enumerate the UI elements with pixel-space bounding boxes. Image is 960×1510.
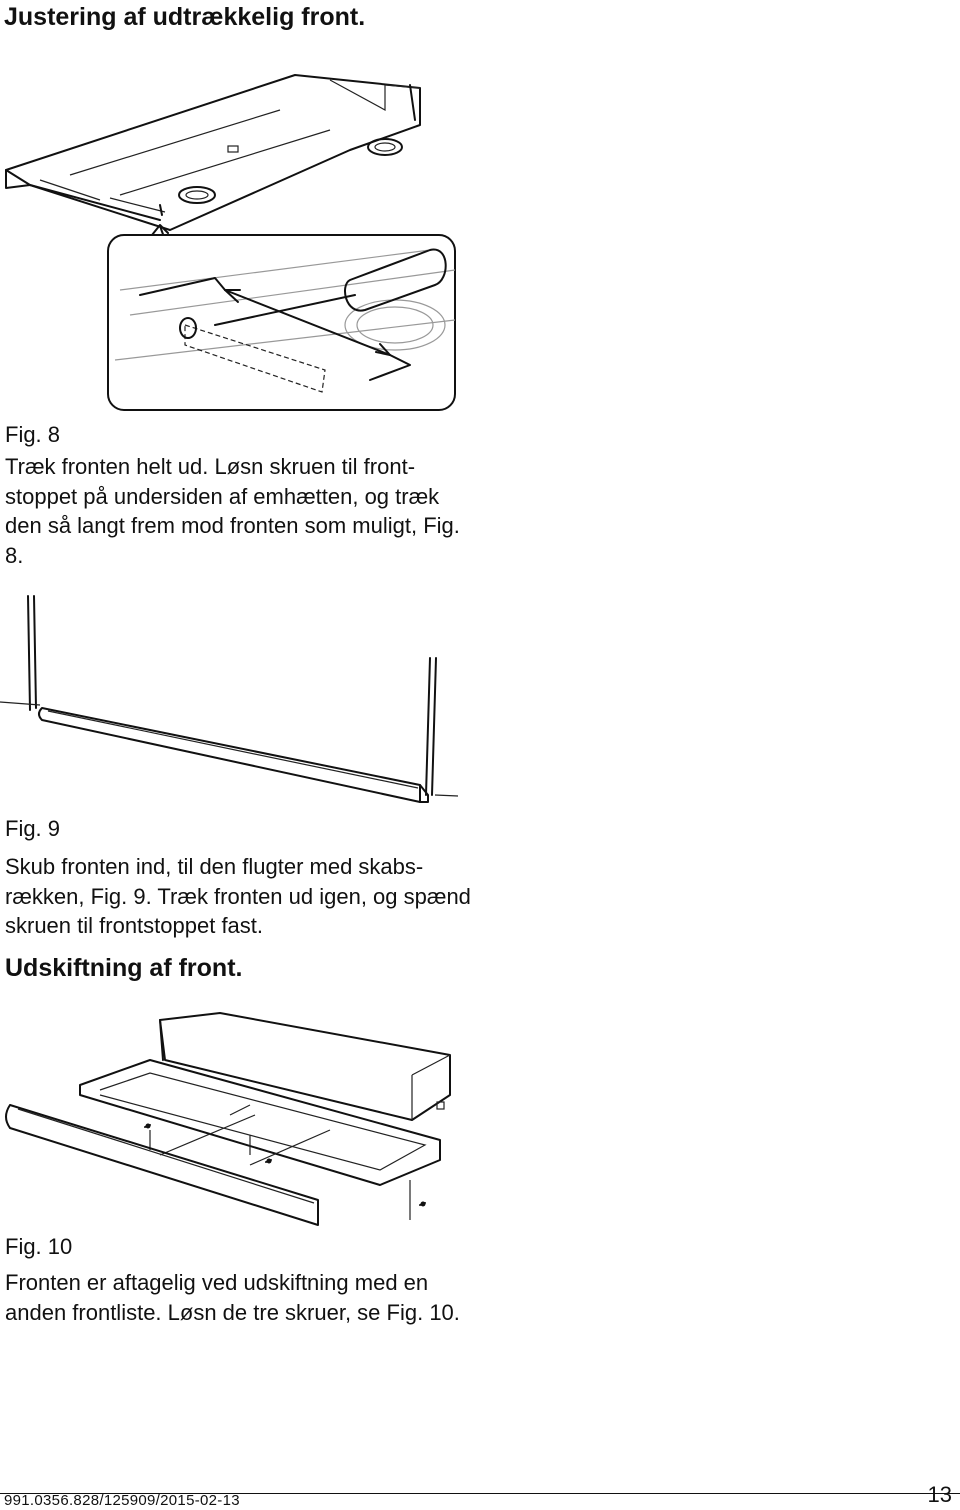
footer-doc-code: 991.0356.828/125909/2015-02-13 bbox=[4, 1492, 240, 1509]
fig10-description: Fronten er aftagelig ved udskiftning med en anden frontliste. Løsn de tre skruer, se Fig. 10. bbox=[5, 1270, 460, 1325]
fig8-label: Fig. 8 bbox=[5, 422, 61, 447]
section-heading-adjustment: Justering af udtrækkelig front. bbox=[4, 3, 366, 31]
fig10-illustration-icon bbox=[0, 1005, 470, 1230]
fig9-illustration-icon bbox=[0, 590, 470, 810]
section-heading-replacement: Udskiftning af front. bbox=[5, 954, 243, 982]
fig10-label: Fig. 10 bbox=[5, 1234, 73, 1259]
fig8-description: Træk fronten helt ud. Løsn skruen til front- stoppet på undersiden af emhætten, og træk den så langt frem mod fronten som muligt, Fig. 8. bbox=[5, 454, 460, 568]
page-number: 13 bbox=[927, 1482, 952, 1507]
fig9-label: Fig. 9 bbox=[5, 816, 61, 841]
fig9-description: Skub fronten ind, til den flugter med skabs- rækken, Fig. 9. Træk fronten ud igen, og spænd skruen til frontstoppet fast. bbox=[5, 854, 471, 938]
fig8-illustration-icon bbox=[0, 40, 470, 415]
